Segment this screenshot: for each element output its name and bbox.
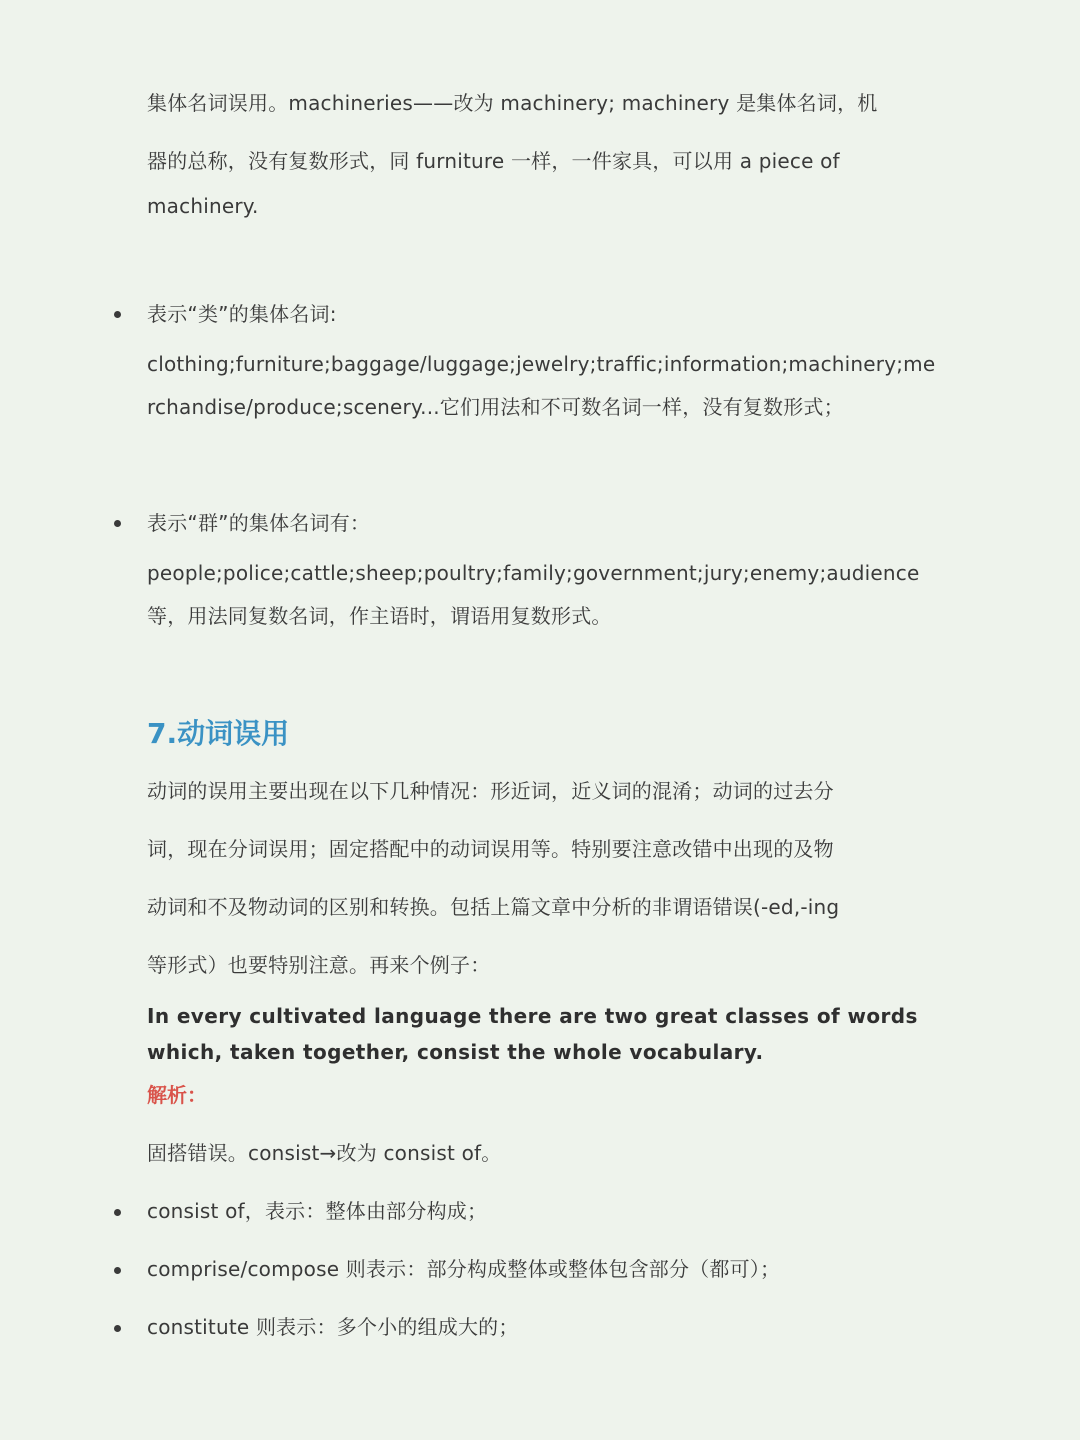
intro-paragraph bbox=[147, 74, 927, 228]
section-line: 动词和不及物动词的区别和转换。包括上篇文章中分析的非谓语错误(-ed,-ing bbox=[147, 895, 840, 919]
section-line: 词，现在分词误用；固定搭配中的动词误用等。特别要注意改错中出现的及物 bbox=[147, 837, 834, 861]
intro-line: machinery. bbox=[147, 194, 259, 218]
bullet-final-item: comprise/compose 则表示：部分构成整体或整体包含部分（都可）； bbox=[147, 1257, 781, 1281]
example-line: In every cultivated language there are two great classes of words bbox=[147, 1004, 918, 1028]
bullet-dot bbox=[114, 311, 121, 318]
section-line: 动词的误用主要出现在以下几种情况：形近词，近义词的混淆；动词的过去分 bbox=[147, 779, 834, 803]
bullet-group-line: people;police;cattle;sheep;poultry;family;government;jury;enemy;audience bbox=[147, 561, 920, 585]
bullet-category-label: 表示“类”的集体名词: bbox=[147, 302, 337, 326]
analysis-label: 解析： bbox=[147, 1083, 207, 1107]
bullet-dot bbox=[114, 1209, 121, 1216]
section-line: 等形式）也要特别注意。再来个例子： bbox=[147, 953, 491, 977]
bullet-group-label: 表示“群”的集体名词有： bbox=[147, 511, 371, 535]
example-sentence bbox=[147, 998, 927, 1070]
bullet-dot bbox=[114, 520, 121, 527]
bullet-category-line: clothing;furniture;baggage/luggage;jewelry;traffic;information;machinery;me bbox=[147, 352, 936, 376]
bullet-group-line: 等，用法同复数名词，作主语时，谓语用复数形式。 bbox=[147, 604, 612, 628]
bullet-final-item: constitute 则表示：多个小的组成大的； bbox=[147, 1315, 519, 1339]
bullet-group-body bbox=[147, 552, 927, 638]
section-heading: 7.动词误用 bbox=[147, 717, 290, 750]
intro-line: 器的总称，没有复数形式，同 furniture 一样，一件家具，可以用 a piece of bbox=[147, 149, 840, 173]
section-paragraph bbox=[147, 762, 927, 994]
analysis-text: 固搭错误。consist→改为 consist of。 bbox=[147, 1141, 502, 1165]
bullet-dot bbox=[114, 1325, 121, 1332]
intro-line: 集体名词误用。machineries——改为 machinery; machinery 是集体名词，机 bbox=[147, 91, 878, 115]
bullet-final-item: consist of，表示：整体由部分构成； bbox=[147, 1199, 488, 1223]
bullet-category-line: rchandise/produce;scenery...它们用法和不可数名词一样，没有复数形式； bbox=[147, 395, 844, 419]
example-line: which, taken together, consist the whole vocabulary. bbox=[147, 1040, 764, 1064]
bullet-category-body bbox=[147, 343, 936, 429]
bullet-dot bbox=[114, 1267, 121, 1274]
